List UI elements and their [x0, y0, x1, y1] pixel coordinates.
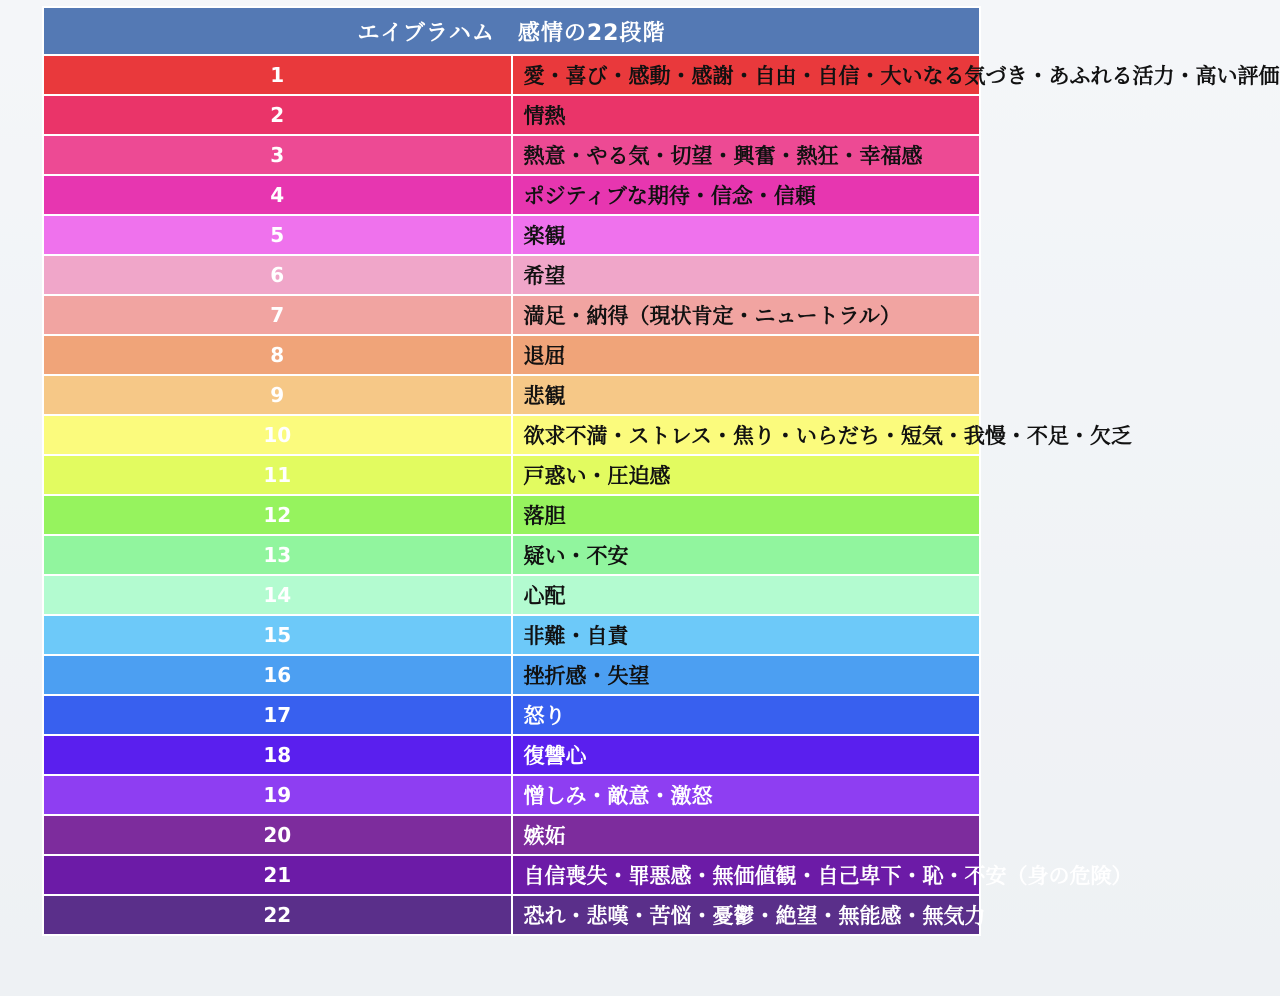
- level-number: 17: [43, 695, 512, 735]
- level-number: 11: [43, 455, 512, 495]
- level-number: 4: [43, 175, 512, 215]
- table-row: [43, 295, 980, 335]
- level-number: 16: [43, 655, 512, 695]
- table-row: [43, 215, 980, 255]
- emotion-text: 戸惑い・圧迫感: [512, 455, 981, 495]
- table-row: [43, 55, 980, 95]
- level-number: 20: [43, 815, 512, 855]
- emotion-text: ポジティブな期待・信念・信頼: [512, 175, 981, 215]
- level-number: 21: [43, 855, 512, 895]
- emotion-text: 満足・納得（現状肯定・ニュートラル）: [512, 295, 981, 335]
- level-number: 22: [43, 895, 512, 935]
- table-row: [43, 255, 980, 295]
- table-row: [43, 335, 980, 375]
- emotion-text: 心配: [512, 575, 981, 615]
- table-body: [43, 55, 1280, 935]
- table-row: [43, 175, 980, 215]
- table-row: [43, 535, 980, 575]
- emotion-text: 熱意・やる気・切望・興奮・熱狂・幸福感: [512, 135, 981, 175]
- table-row: [43, 895, 980, 935]
- level-number: 6: [43, 255, 512, 295]
- emotion-text: 落胆: [512, 495, 981, 535]
- emotion-text: 復讐心: [512, 735, 981, 775]
- table-row: [43, 855, 980, 895]
- emotion-text: 自信喪失・罪悪感・無価値観・自己卑下・恥・不安（身の危険）: [512, 855, 981, 895]
- emotion-text: 希望: [512, 255, 981, 295]
- emotion-text: 恐れ・悲嘆・苦悩・憂鬱・絶望・無能感・無気力: [512, 895, 981, 935]
- emotion-text: 愛・喜び・感動・感謝・自由・自信・大いなる気づき・あふれる活力・高い評価: [512, 55, 981, 95]
- emotion-text: 情熱: [512, 95, 981, 135]
- table-row: [43, 575, 980, 615]
- emotion-text: 憎しみ・敵意・激怒: [512, 775, 981, 815]
- level-number: 9: [43, 375, 512, 415]
- emotion-text: 退屈: [512, 335, 981, 375]
- table-row: [43, 135, 980, 175]
- table-header-row: [43, 7, 980, 55]
- table-row: [43, 495, 980, 535]
- level-number: 19: [43, 775, 512, 815]
- table-row: [43, 655, 980, 695]
- emotion-text: 楽観: [512, 215, 981, 255]
- emotion-text: 挫折感・失望: [512, 655, 981, 695]
- level-number: 8: [43, 335, 512, 375]
- emotion-text: 悲観: [512, 375, 981, 415]
- table-row: [43, 375, 980, 415]
- level-number: 14: [43, 575, 512, 615]
- emotion-text: 欲求不満・ストレス・焦り・いらだち・短気・我慢・不足・欠乏: [512, 415, 981, 455]
- level-number: 1: [43, 55, 512, 95]
- emotional-scale-table: [42, 6, 1280, 936]
- table-row: [43, 775, 980, 815]
- emotion-text: 非難・自責: [512, 615, 981, 655]
- level-number: 10: [43, 415, 512, 455]
- table-row: [43, 455, 980, 495]
- level-number: 2: [43, 95, 512, 135]
- emotion-text: 嫉妬: [512, 815, 981, 855]
- level-number: 18: [43, 735, 512, 775]
- level-number: 15: [43, 615, 512, 655]
- level-number: 7: [43, 295, 512, 335]
- table-row: [43, 695, 980, 735]
- level-number: 13: [43, 535, 512, 575]
- emotion-text: 怒り: [512, 695, 981, 735]
- emotion-text: 疑い・不安: [512, 535, 981, 575]
- table-title: エイブラハム 感情の22段階: [43, 7, 980, 55]
- level-number: 3: [43, 135, 512, 175]
- table-row: [43, 735, 980, 775]
- level-number: 12: [43, 495, 512, 535]
- table-row: [43, 815, 980, 855]
- level-number: 5: [43, 215, 512, 255]
- table-row: [43, 415, 980, 455]
- table-row: [43, 615, 980, 655]
- table-row: [43, 95, 980, 135]
